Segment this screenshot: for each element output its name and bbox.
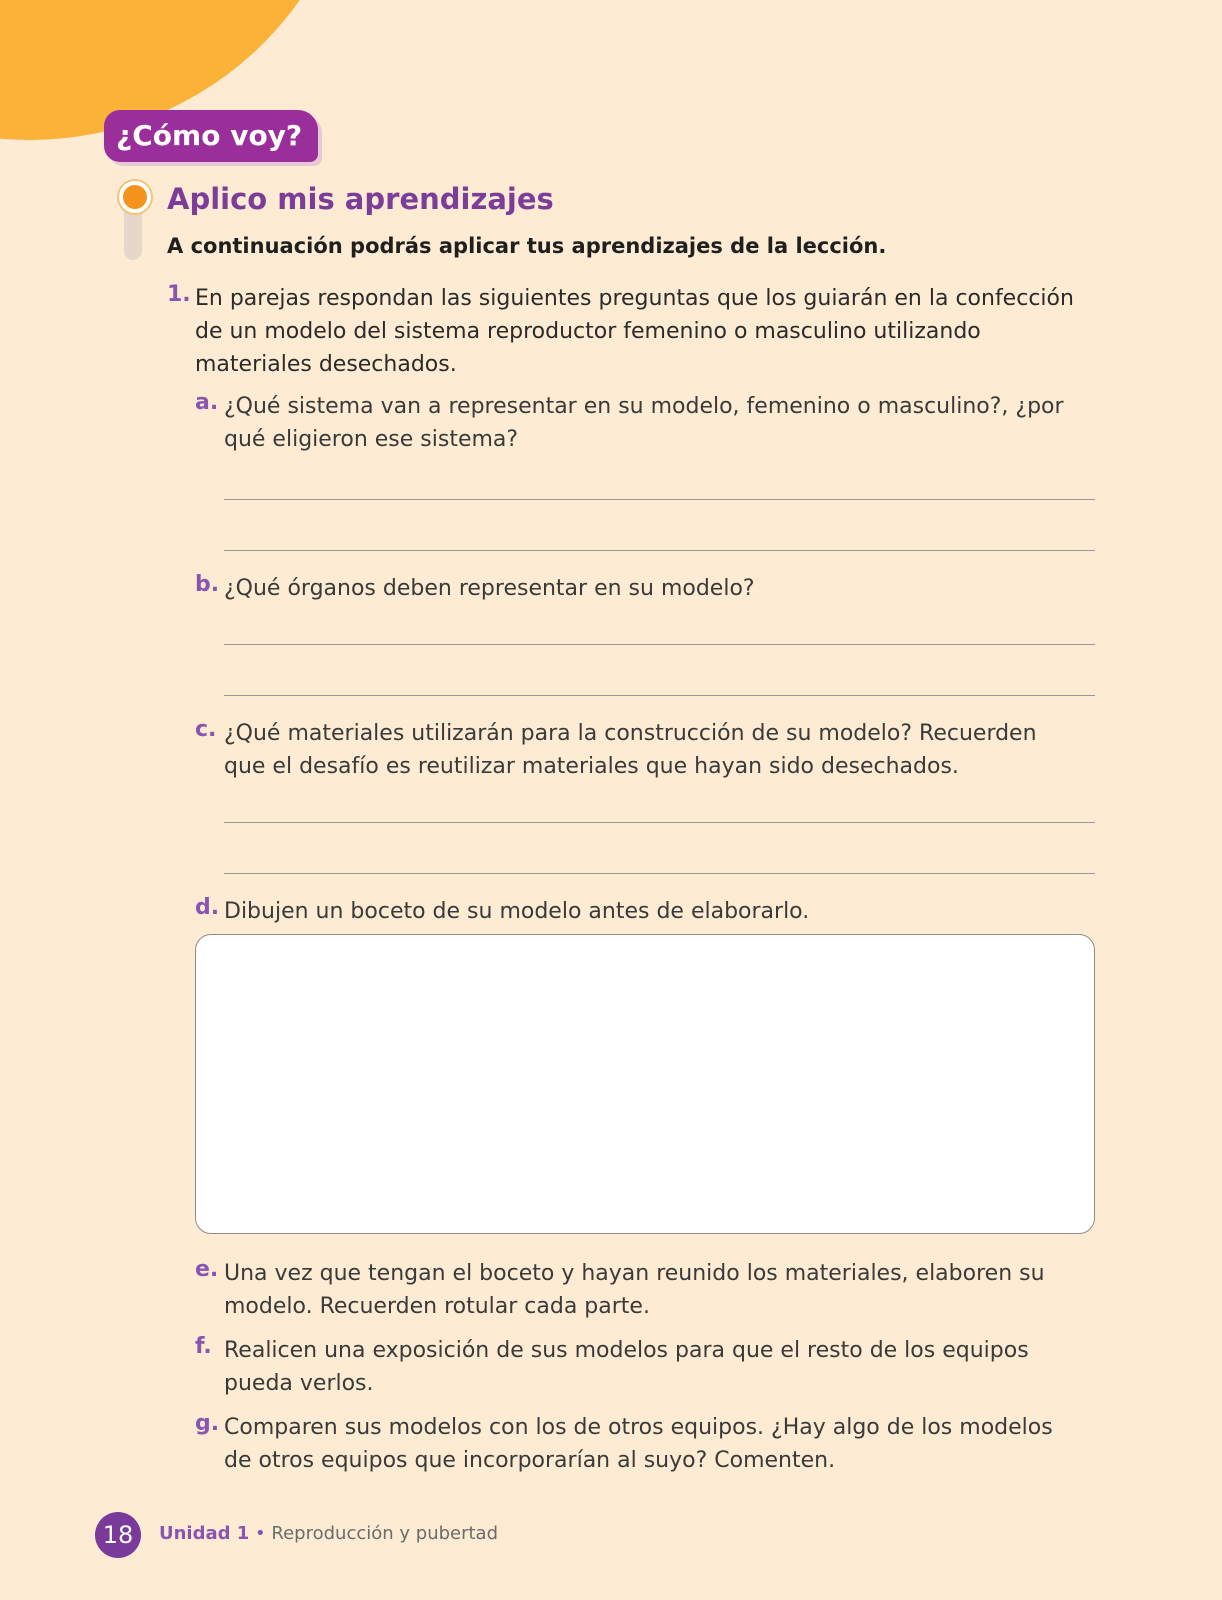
section-intro: A continuación podrás aplicar tus aprendizajes de la lección. xyxy=(167,234,887,258)
subquestion-letter: g. xyxy=(195,1411,220,1436)
answer-line-a2[interactable] xyxy=(224,550,1095,551)
footer-separator: • xyxy=(255,1523,266,1544)
page-number: 18 xyxy=(95,1512,141,1558)
subquestion-letter: b. xyxy=(195,572,220,597)
subquestion-letter: a. xyxy=(195,390,219,415)
subquestion-a xyxy=(195,390,1075,456)
subquestion-f xyxy=(195,1334,1075,1400)
question-number: 1. xyxy=(167,282,191,307)
answer-line-c2[interactable] xyxy=(224,873,1095,874)
subquestion-letter: f. xyxy=(195,1334,212,1359)
subquestion-g xyxy=(195,1411,1075,1477)
subquestion-c xyxy=(195,717,1075,783)
answer-line-c1[interactable] xyxy=(224,822,1095,823)
subquestion-letter: e. xyxy=(195,1257,219,1282)
question-1 xyxy=(167,282,1097,381)
footer-unit: Unidad 1 xyxy=(159,1523,250,1544)
answer-line-b1[interactable] xyxy=(224,644,1095,645)
subquestion-text: Realicen una exposición de sus modelos para que el resto de los equipos pueda verlos. xyxy=(224,1338,1029,1396)
answer-line-a1[interactable] xyxy=(224,499,1095,500)
footer-running-title xyxy=(159,1523,498,1544)
subquestion-letter: c. xyxy=(195,717,217,742)
subquestion-text: Dibujen un boceto de su modelo antes de elaborarlo. xyxy=(224,899,810,924)
subquestion-text: ¿Qué materiales utilizarán para la construcción de su modelo? Recuerden que el desafío es reutilizar materiales que hayan sido desechados. xyxy=(224,721,1037,779)
footer-topic: Reproducción y pubertad xyxy=(271,1523,499,1544)
subquestion-text: Comparen sus modelos con los de otros equipos. ¿Hay algo de los modelos de otros equipos que incorporarían al suyo? Comenten. xyxy=(224,1415,1053,1473)
subquestion-text: Una vez que tengan el boceto y hayan reunido los materiales, elaboren su modelo. Recuerden rotular cada parte. xyxy=(224,1261,1045,1319)
answer-line-b2[interactable] xyxy=(224,695,1095,696)
pushpin-icon xyxy=(118,180,152,264)
subquestion-letter: d. xyxy=(195,895,220,920)
subquestion-b xyxy=(195,572,1075,605)
section-badge: ¿Cómo voy? xyxy=(104,110,318,162)
subquestion-text: ¿Qué órganos deben representar en su modelo? xyxy=(224,576,755,601)
subquestion-text: ¿Qué sistema van a representar en su modelo, femenino o masculino?, ¿por qué eligieron ese sistema? xyxy=(224,394,1064,452)
question-text: En parejas respondan las siguientes preguntas que los guiarán en la confección de un modelo del sistema reproductor femenino o masculino utilizando materiales desechados. xyxy=(195,286,1074,377)
sketch-drawing-area[interactable] xyxy=(195,934,1095,1234)
subquestion-d xyxy=(195,895,1075,928)
subquestion-e xyxy=(195,1257,1075,1323)
section-title: Aplico mis aprendizajes xyxy=(167,182,554,216)
